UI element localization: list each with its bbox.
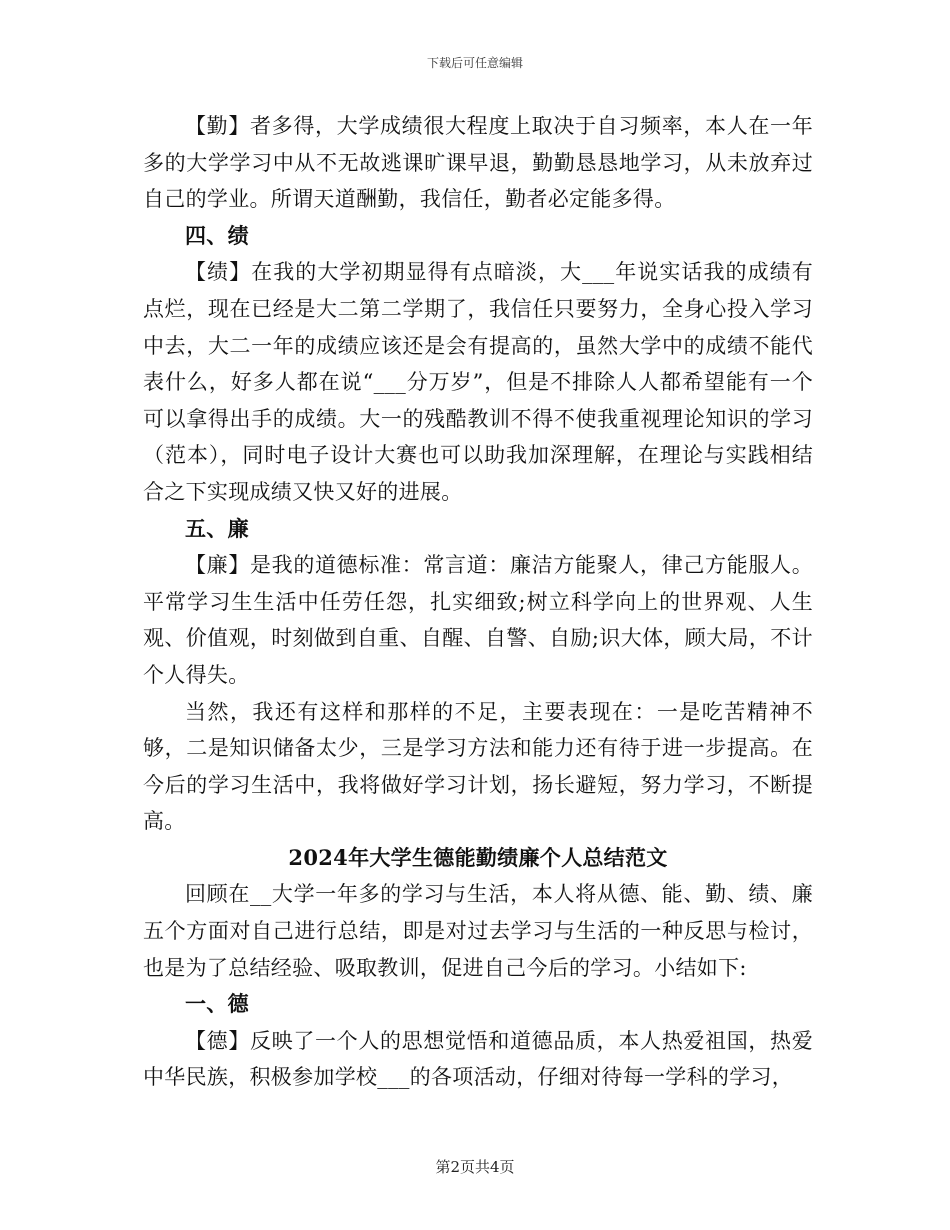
section-heading-integrity: 五、廉: [185, 515, 249, 541]
paragraph-diligence-continued: 【勤】者多得，大学成绩很大程度上取决于自习频率，本人在一年多的大学学习中从不无故逃课旷课早退，勤勤恳恳地学习，从未放弃过自己的学业。所谓天道酬勤，我信任，勤者必定能多得。: [143, 114, 813, 212]
section-heading-achievement: 四、绩: [185, 222, 249, 248]
paragraph-integrity: 【廉】是我的道德标准：常言道：廉洁方能聚人，律己方能服人。平常学习生生活中任劳任怨，扎实细致;树立科学向上的世界观、人生观、价值观，时刻做到自重、自醒、自警、自励;识大体，顾大局，不计个人得失。: [143, 553, 813, 687]
document-body: [143, 108, 813, 1096]
paragraph-morality: 【德】反映了一个人的思想觉悟和道德品质，本人热爱祖国，热爱中华民族，积极参加学校___的各项活动，仔细对待每一学科的学习，: [143, 1028, 813, 1090]
paragraph-achievement: 【绩】在我的大学初期显得有点暗淡，大___年说实话我的成绩有点烂，现在已经是大二第二学期了，我信任只要努力，全身心投入学习中去，大二一年的成绩应该还是会有提高的，虽然大学中的成绩不能代表什么，好多人都在说“___分万岁”，但是不排除人人都希望能有一个可以拿得出手的成绩。大一的残酷教训不得不使我重视理论知识的学习（范本），同时电子设计大赛也可以助我加深理解，在理论与实践相结合之下实现成绩又快又好的进展。: [143, 260, 813, 504]
paragraph-shortcomings: 当然，我还有这样和那样的不足，主要表现在：一是吃苦精神不够，二是知识储备太少，三是学习方法和能力还有待于进一步提高。在今后的学习生活中，我将做好学习计划，扬长避短，努力学习，不断提高。: [143, 699, 813, 834]
section-heading-morality: 一、德: [185, 991, 249, 1017]
article-title: 2024年大学生德能勤绩廉个人总结范文: [288, 844, 668, 870]
paragraph-intro: 回顾在__大学一年多的学习与生活，本人将从德、能、勤、绩、廉五个方面对自己进行总结，即是对过去学习与生活的一种反思与检讨，也是为了总结经验、吸取教训，促进自己今后的学习。小结如下:: [143, 882, 813, 980]
page-header: 下载后可任意编辑: [426, 56, 523, 70]
page-footer: 第2页共4页: [435, 1158, 515, 1176]
